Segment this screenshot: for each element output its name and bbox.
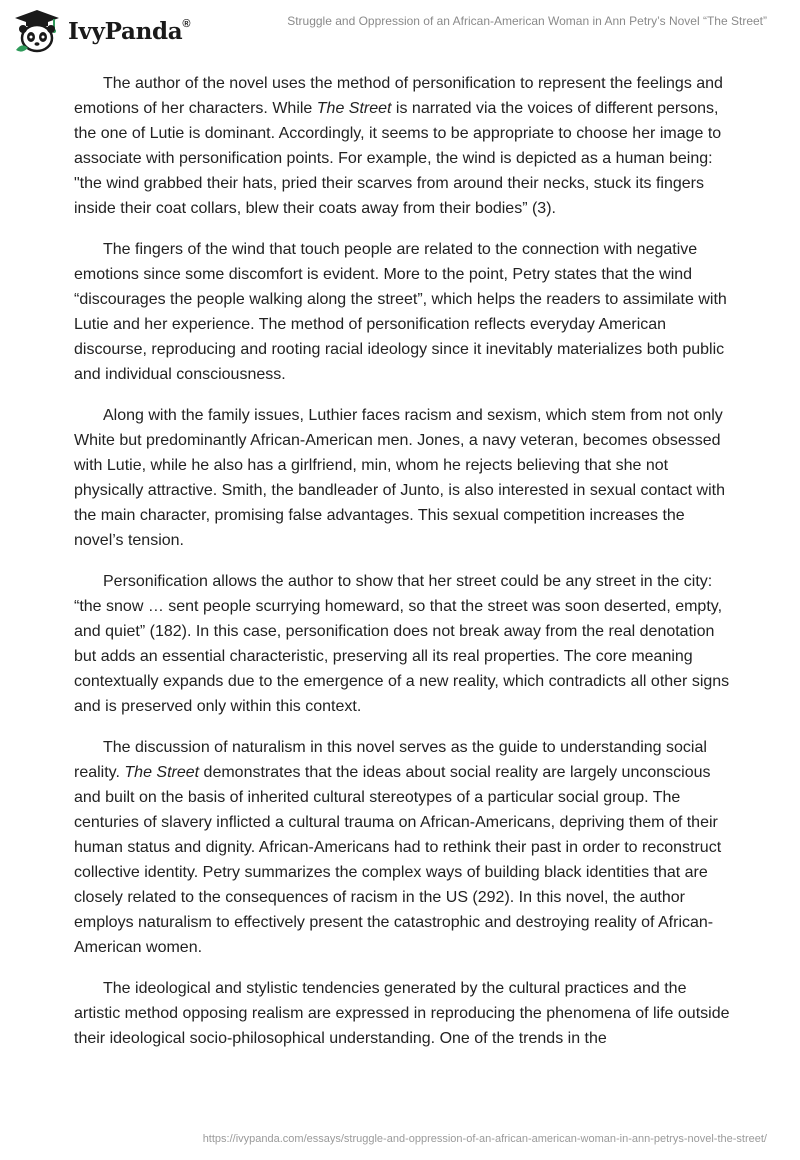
panda-graduate-icon: [12, 8, 62, 54]
paragraph: The discussion of naturalism in this novel serves as the guide to understanding social reality. The Street demonstrates that the ideas about social reality are largely unconscious and built on the basis of inherited cultural stereotypes of a particular social group. The centuries of slavery inflicted a cultural trauma on African-Americans, depriving them of their human status and dignity. African-Americans had to rethink their past in order to reconstruct collective identity. Petry summarizes the complex ways of building black identities that are closely related to the consequences of racism in the US (292). In this novel, the author employs naturalism to effectively present the catastrophic and destroying reality of African-American women.: [74, 739, 722, 956]
brand-name: IvyPanda®: [68, 17, 191, 45]
book-title: The Street: [124, 764, 200, 781]
source-url-link[interactable]: https://ivypanda.com/essays/struggle-and-oppression-of-an-african-american-woman-in-ann-petrys-novel-the-street/: [202, 1133, 767, 1145]
paragraph: The ideological and stylistic tendencies generated by the cultural practices and the artistic method opposing realism are expressed in reproducing the phenomena of life outside their ideological socio-philosophical understanding. One of the trends in the: [74, 980, 730, 1047]
paragraph: The fingers of the wind that touch people are related to the connection with negative emotions since some discomfort is evident. More to the point, Petry states that the wind “discourages the people walking along the street”, which helps the readers to assimilate with Lutie and her experience. The method of personification reflects everyday American discourse, reproducing and rooting racial ideology since it inevitably materializes both public and individual consciousness.: [74, 241, 727, 383]
essay-body: [74, 71, 734, 1067]
registered-mark: ®: [182, 17, 191, 30]
paragraph: Personification allows the author to show that her street could be any street in the city: “the snow … sent people scurrying homeward, so that the street was soon deserted, empty, and quiet” (182). In this case, personification does not break away from the real denotation but adds an essential characteristic, preserving all its real properties. The core meaning contextually expands due to the emergence of a new reality, which contradicts all other signs and is preserved only within this context.: [74, 573, 730, 715]
paragraph: Along with the family issues, Luthier faces racism and sexism, which stem from not only White but predominantly African-American men. Jones, a navy veteran, becomes obsessed with Lutie, while he also has a girlfriend, min, whom he rejects believing that she not physically attractive. Smith, the bandleader of Junto, is also interested in sexual contact with the main character, promising false advantages. This sexual competition increases the novel’s tension.: [74, 407, 726, 549]
document-title: Struggle and Oppression of an African-American Woman in Ann Petry’s Novel “The Street”: [287, 14, 767, 28]
book-title: The Street: [316, 100, 392, 117]
page-header: [0, 0, 800, 60]
paragraph: The author of the novel uses the method of personification to represent the feelings and emotions of her characters. While The Street is narrated via the voices of different persons, the one of Lutie is dominant. Accordingly, it seems to be appropriate to choose her image to associate with personification points. For example, the wind is depicted as a human being: "the wind grabbed their hats, pried their scarves from around their necks, stuck its fingers inside their coat collars, blew their coats away from their bodies” (3).: [74, 75, 723, 217]
ivypanda-logo[interactable]: [12, 8, 190, 54]
